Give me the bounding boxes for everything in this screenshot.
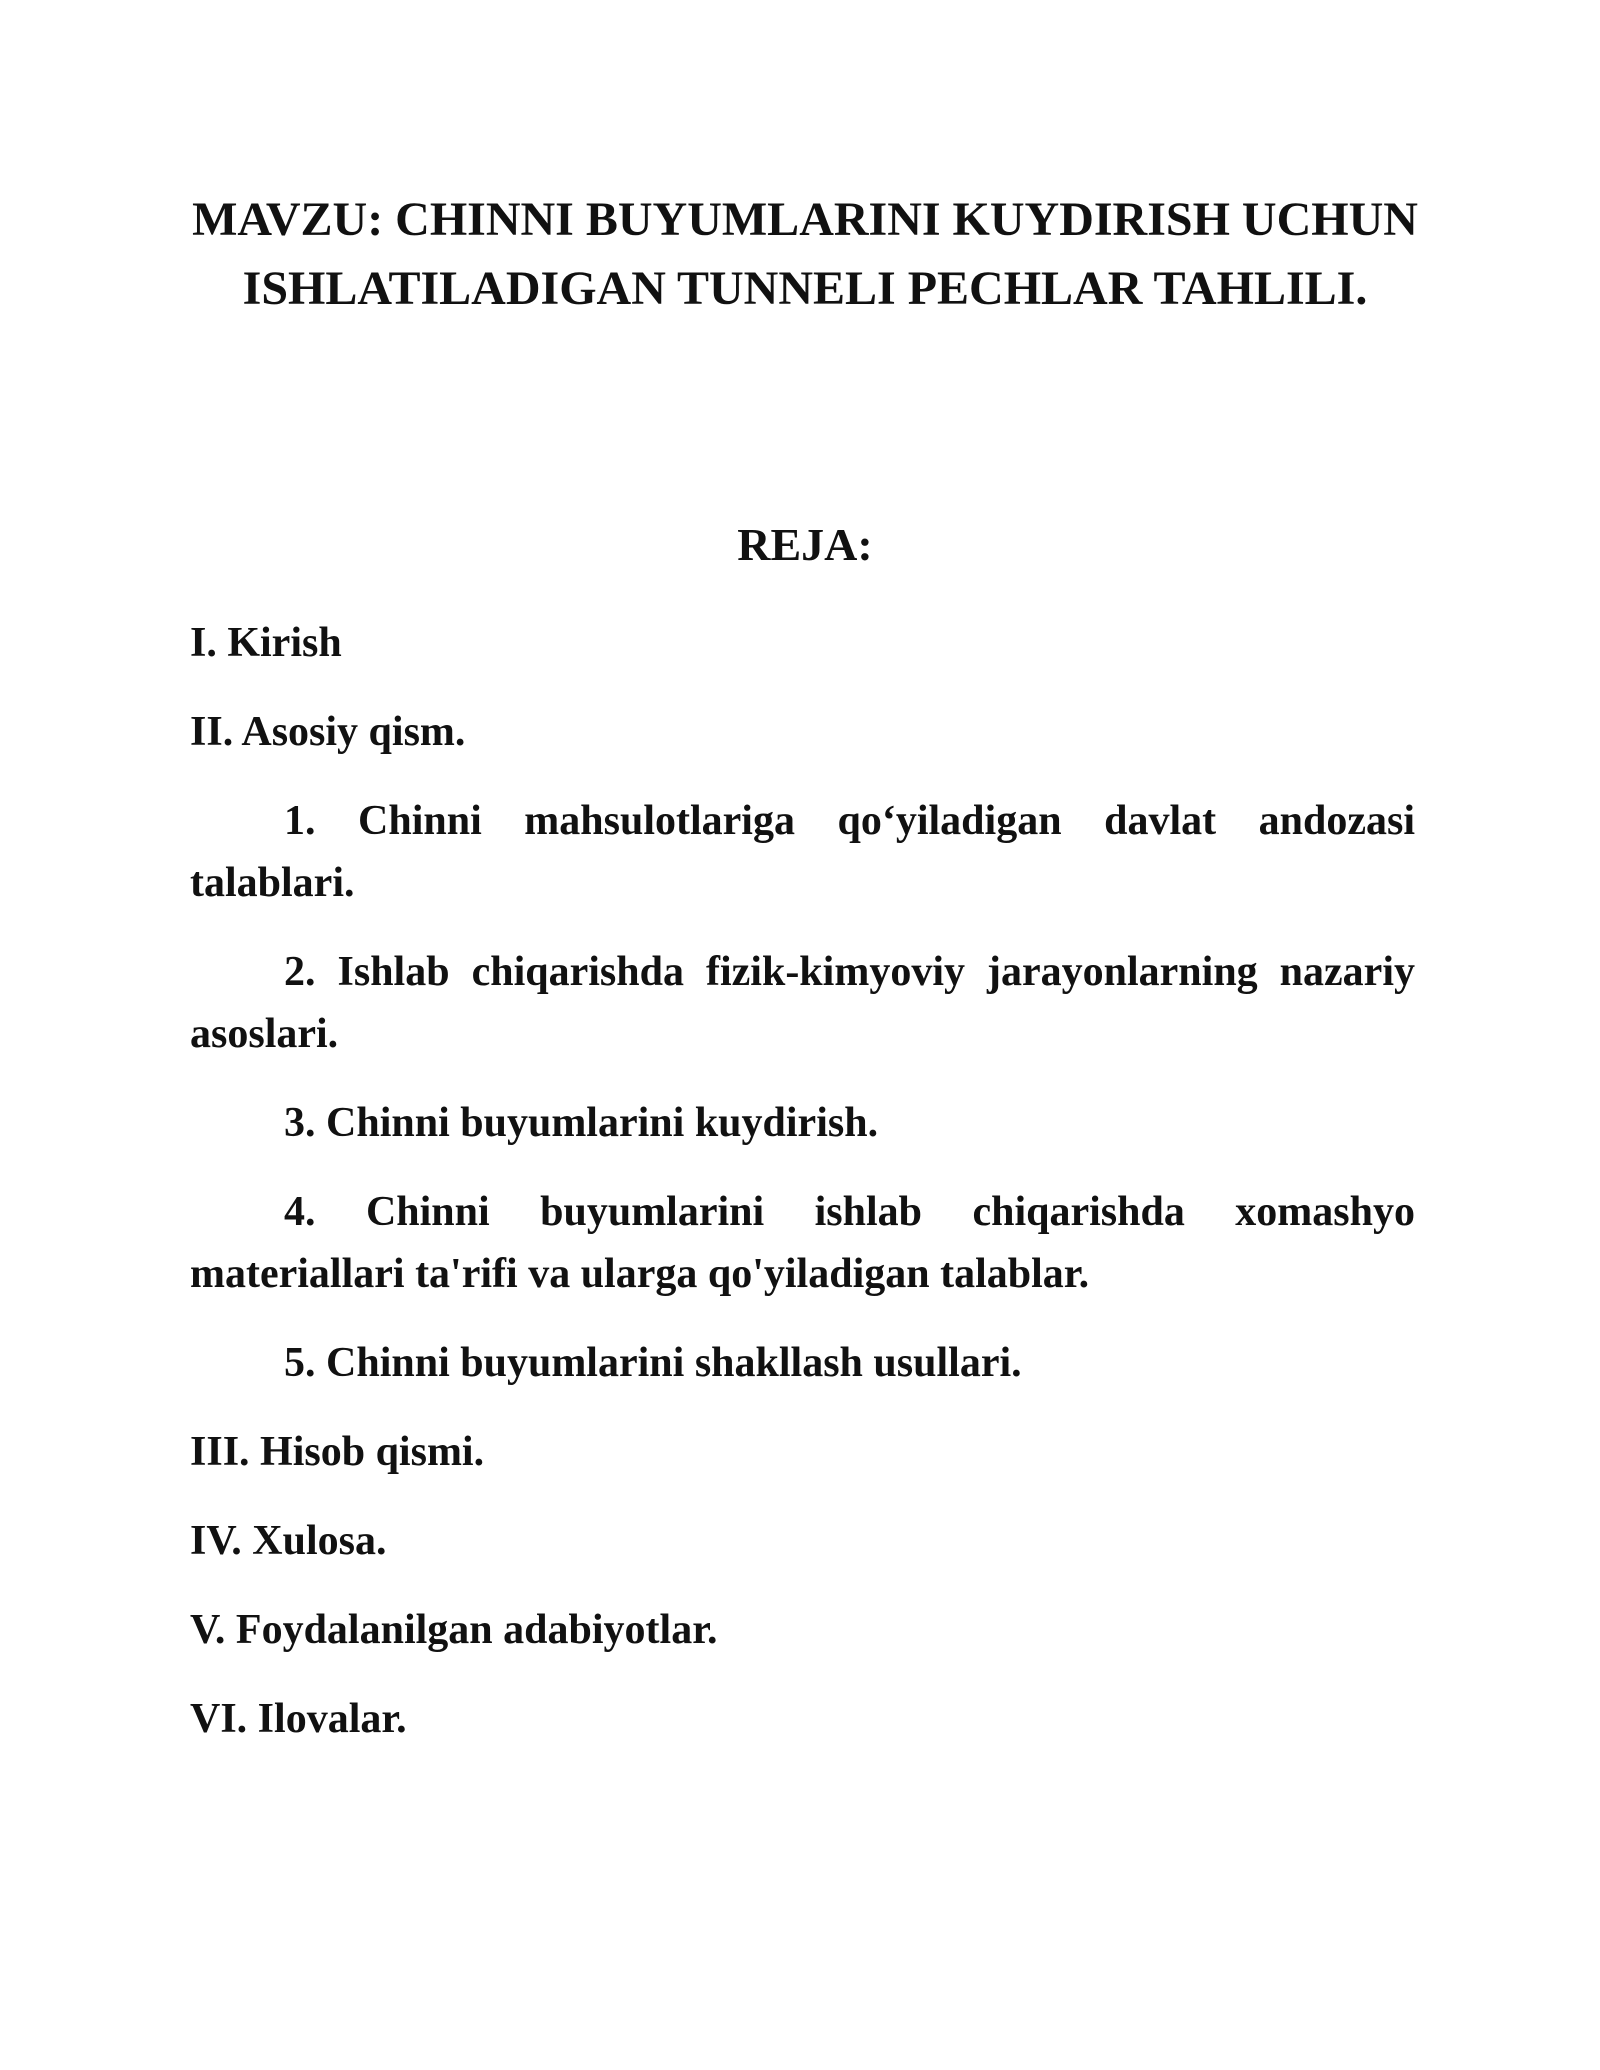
plan-subitem-3: 3. Chinni buyumlarini kuydirish. (284, 1100, 879, 1146)
plan-item-appendices: VI. Ilovalar. (190, 1696, 407, 1742)
plan-heading: REJA: (737, 519, 873, 570)
plan-subitem-5: 5. Chinni buyumlarini shakllash usullari. (284, 1340, 1022, 1386)
plan-item-conclusion: IV. Xulosa. (190, 1518, 387, 1564)
plan-list (190, 612, 1415, 1777)
plan-item-references: V. Foydalanilgan adabiyotlar. (190, 1607, 718, 1653)
plan-subitem-4: 4. Chinni buyumlarini ishlab chiqarishda xomashyo materiallari ta'rifi va ularga qo'yiladigan talablar. (190, 1189, 1415, 1297)
plan-item-intro: I. Kirish (190, 620, 342, 666)
plan-item-calculation: III. Hisob qismi. (190, 1429, 485, 1475)
plan-subitem-1: 1. Chinni mahsulotlariga qo‘yiladigan davlat andozasi talablari. (190, 798, 1415, 906)
plan-item-main-part: II. Asosiy qism. (190, 709, 466, 755)
plan-subitem-2: 2. Ishlab chiqarishda fizik-kimyoviy jarayonlarning nazariy asoslari. (190, 949, 1415, 1057)
document-title: MAVZU: CHINNI BUYUMLARINI KUYDIRISH UCHUN ISHLATILADIGAN TUNNELI PECHLAR TAHLILI. (192, 193, 1418, 315)
